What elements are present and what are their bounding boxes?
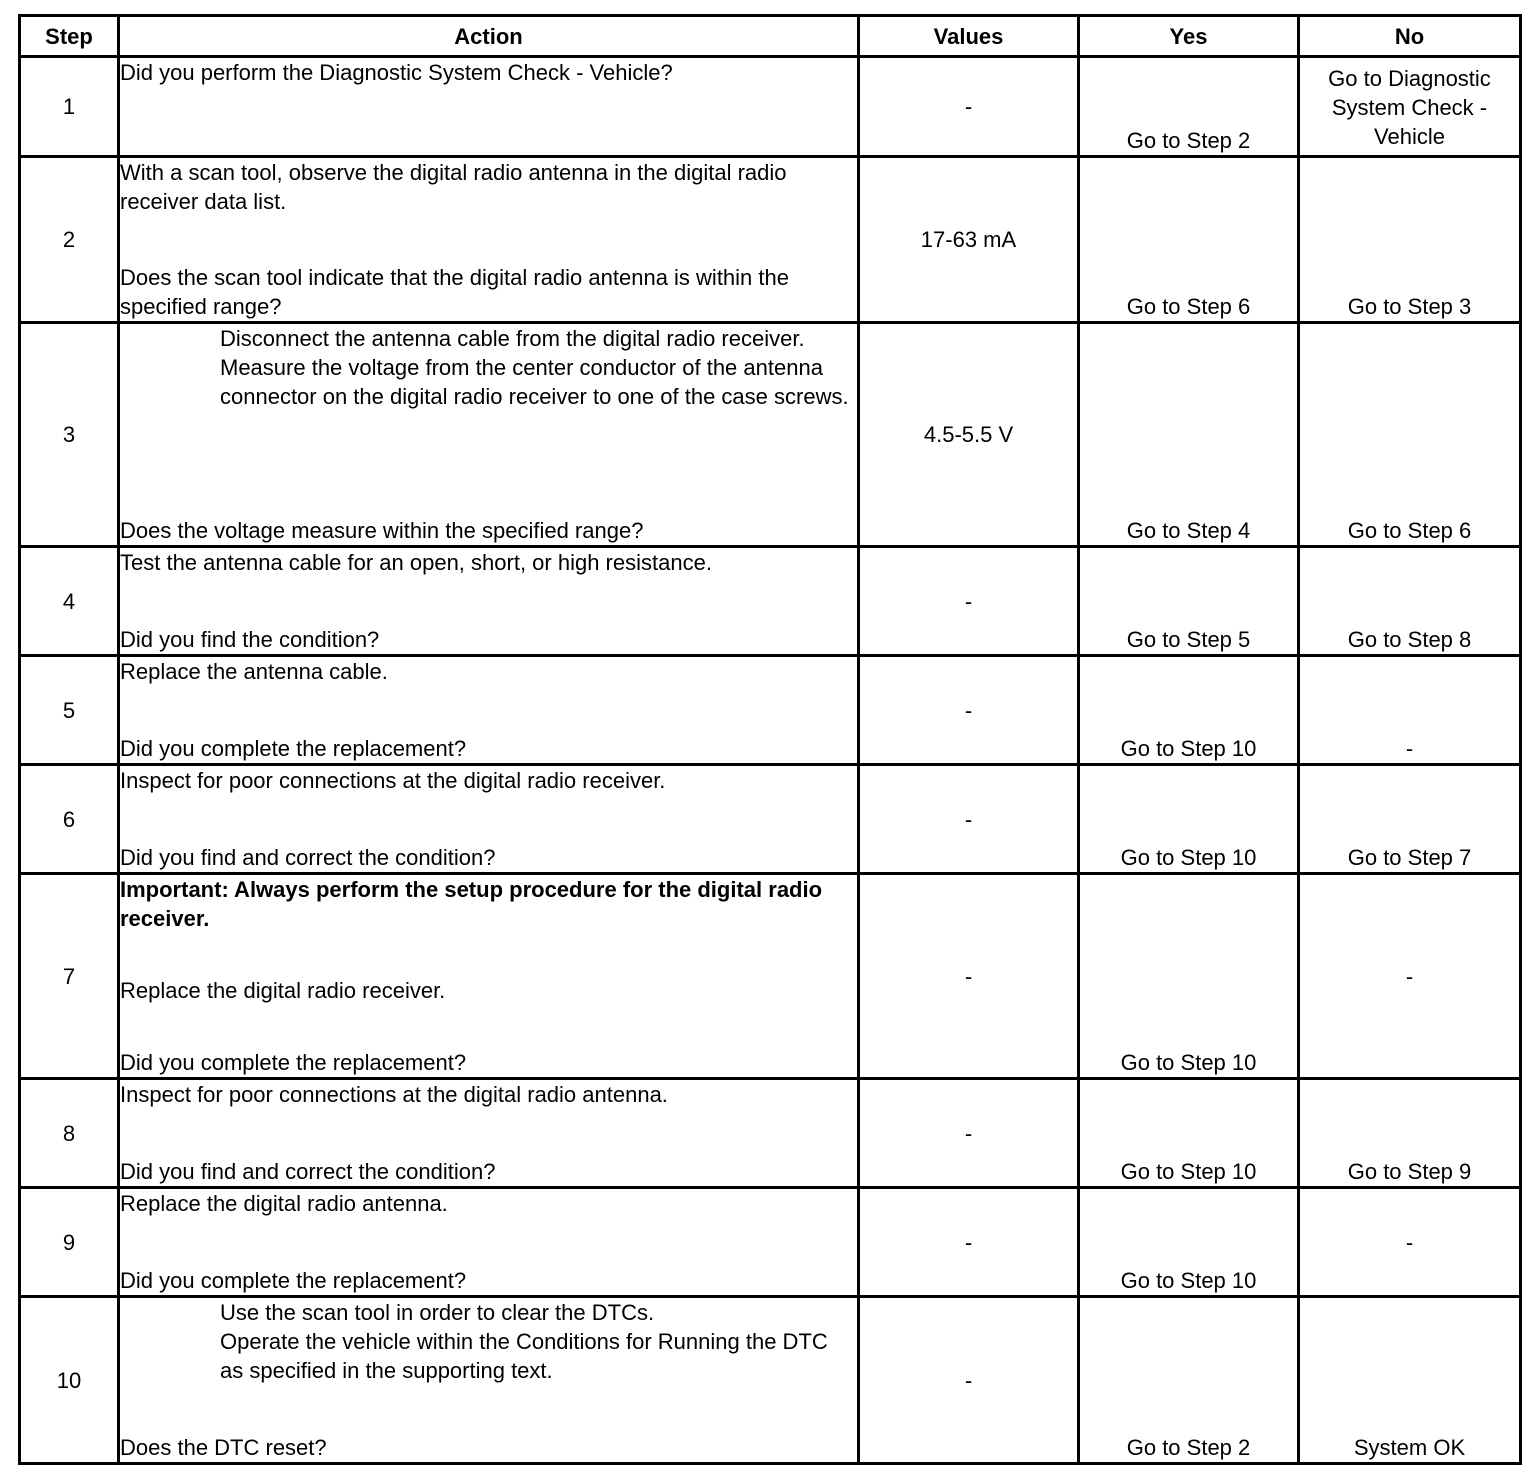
action-cell	[119, 1297, 859, 1464]
no-cell: Go to Step 9	[1299, 1079, 1521, 1188]
action-text: Replace the digital radio antenna.	[120, 1191, 448, 1216]
value-cell: -	[859, 1079, 1079, 1188]
table-row	[20, 1079, 1521, 1188]
table-row	[20, 874, 1521, 1079]
action-text: Measure the voltage from the center conductor of the antenna connector on the digital radio receiver to one of the case screws.	[220, 355, 849, 409]
step-number: 2	[20, 157, 119, 323]
action-cell	[119, 1079, 859, 1188]
yes-cell: Go to Step 4	[1079, 323, 1299, 547]
step-number: 3	[20, 323, 119, 547]
value-cell: -	[859, 57, 1079, 157]
action-text: With a scan tool, observe the digital radio antenna in the digital radio receiver data list.	[120, 160, 787, 214]
action-text: Disconnect the antenna cable from the digital radio receiver.	[220, 326, 805, 351]
yes-cell: Go to Step 2	[1079, 1297, 1299, 1464]
action-question: Did you complete the replacement?	[120, 1268, 467, 1293]
action-cell	[119, 547, 859, 656]
value-cell: 4.5-5.5 V	[859, 323, 1079, 547]
header-action: Action	[119, 16, 859, 57]
action-text: Inspect for poor connections at the digital radio antenna.	[120, 1082, 668, 1107]
table-row	[20, 1188, 1521, 1297]
header-values: Values	[859, 16, 1079, 57]
action-question: Does the scan tool indicate that the digital radio antenna is within the specified range?	[120, 265, 789, 319]
action-question: Did you find and correct the condition?	[120, 845, 496, 870]
diagnostic-table	[18, 14, 1522, 1465]
no-cell: Go to Diagnostic System Check - Vehicle	[1299, 57, 1521, 157]
yes-cell: Go to Step 10	[1079, 765, 1299, 874]
action-cell	[119, 323, 859, 547]
no-cell: System OK	[1299, 1297, 1521, 1464]
table-row	[20, 547, 1521, 656]
header-yes: Yes	[1079, 16, 1299, 57]
value-cell: -	[859, 1297, 1079, 1464]
table-row	[20, 323, 1521, 547]
action-text: Inspect for poor connections at the digital radio receiver.	[120, 768, 666, 793]
important-note: Important: Always perform the setup procedure for the digital radio receiver.	[120, 877, 823, 931]
no-cell: -	[1299, 874, 1521, 1079]
action-question: Did you complete the replacement?	[120, 736, 467, 761]
action-question: Does the voltage measure within the specified range?	[120, 518, 644, 543]
yes-cell: Go to Step 6	[1079, 157, 1299, 323]
table-row	[20, 57, 1521, 157]
table-row	[20, 157, 1521, 323]
header-row	[20, 16, 1521, 57]
step-number: 6	[20, 765, 119, 874]
no-cell: Go to Step 7	[1299, 765, 1521, 874]
action-cell	[119, 874, 859, 1079]
action-text: Test the antenna cable for an open, short, or high resistance.	[120, 550, 712, 575]
yes-cell: Go to Step 2	[1079, 57, 1299, 157]
action-question: Did you complete the replacement?	[120, 1050, 467, 1075]
step-number: 1	[20, 57, 119, 157]
value-cell: -	[859, 656, 1079, 765]
action-text: Operate the vehicle within the Conditions for Running the DTC as specified in the supporting text.	[220, 1329, 828, 1383]
action-cell	[119, 656, 859, 765]
action-cell	[119, 157, 859, 323]
no-cell: Go to Step 8	[1299, 547, 1521, 656]
no-cell: Go to Step 6	[1299, 323, 1521, 547]
value-cell: -	[859, 1188, 1079, 1297]
step-number: 4	[20, 547, 119, 656]
value-cell: 17-63 mA	[859, 157, 1079, 323]
action-question: Did you find and correct the condition?	[120, 1159, 496, 1184]
yes-cell: Go to Step 10	[1079, 874, 1299, 1079]
action-text: Replace the digital radio receiver.	[120, 978, 446, 1003]
action-question: Does the DTC reset?	[120, 1435, 327, 1460]
no-cell: -	[1299, 1188, 1521, 1297]
header-step: Step	[20, 16, 119, 57]
table-row	[20, 656, 1521, 765]
value-cell: -	[859, 874, 1079, 1079]
table-row	[20, 1297, 1521, 1464]
step-number: 9	[20, 1188, 119, 1297]
action-text: Use the scan tool in order to clear the DTCs.	[220, 1300, 655, 1325]
value-cell: -	[859, 765, 1079, 874]
action-question: Did you find the condition?	[120, 627, 380, 652]
action-cell	[119, 57, 859, 157]
yes-cell: Go to Step 10	[1079, 656, 1299, 765]
action-text: Did you perform the Diagnostic System Check - Vehicle?	[120, 60, 673, 85]
step-number: 8	[20, 1079, 119, 1188]
yes-cell: Go to Step 10	[1079, 1079, 1299, 1188]
value-cell: -	[859, 547, 1079, 656]
step-number: 10	[20, 1297, 119, 1464]
step-number: 7	[20, 874, 119, 1079]
action-cell	[119, 765, 859, 874]
table-row	[20, 765, 1521, 874]
no-cell: -	[1299, 656, 1521, 765]
yes-cell: Go to Step 5	[1079, 547, 1299, 656]
action-text: Replace the antenna cable.	[120, 659, 388, 684]
action-cell	[119, 1188, 859, 1297]
step-number: 5	[20, 656, 119, 765]
yes-cell: Go to Step 10	[1079, 1188, 1299, 1297]
header-no: No	[1299, 16, 1521, 57]
no-cell: Go to Step 3	[1299, 157, 1521, 323]
